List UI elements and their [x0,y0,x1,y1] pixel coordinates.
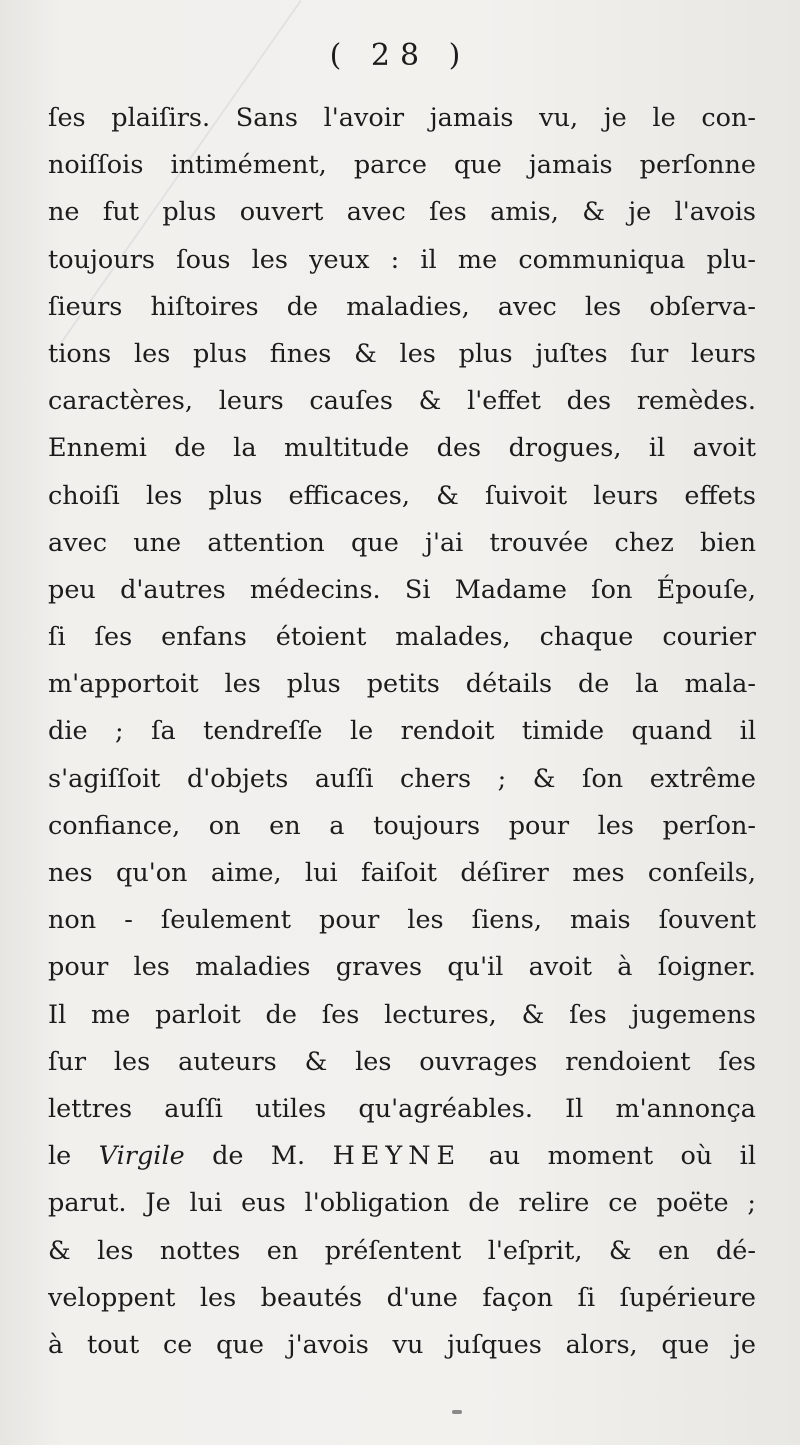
text-line: ne fut plus ouvert avec ſes amis, & je l'avois [48,197,756,228]
virgile-prefix: le [48,1141,72,1172]
text-line: toujours ſous les yeux : il me communiqua plu- [48,244,756,275]
text-line: Ennemi de la multitude des drogues, il avoit [48,433,756,464]
text-line: ſieurs hiſtoires de maladies, avec les obſerva- [48,291,756,322]
text-line: avec une attention que j'ai trouvée chez bien [48,527,756,558]
text-line: non - ſeulement pour les ſiens, mais ſouvent [48,905,756,936]
body-text [48,95,756,1369]
text-line-virgile [48,1133,756,1180]
text-line: caractères, leurs cauſes & l'effet des remèdes. [48,386,756,417]
text-line: nes qu'on aime, lui faiſoit déſirer mes conſeils, [48,858,756,888]
text-line: veloppent les beautés d'une façon ſi ſupérieure [48,1282,756,1313]
author-name-heyne: HEYNE [332,1141,462,1172]
text-line: confiance, on en a toujours pour les perſon- [48,810,756,841]
printer-mark [452,1410,462,1414]
text-line: tions les plus fines & les plus juſtes ſur leurs [48,338,756,369]
virgile-title: Virgile [98,1141,185,1172]
text-line: & les nottes en préſentent l'eſprit, & en dé- [48,1235,756,1266]
text-line: lettres auſſi utiles qu'agréables. Il m'annonça [48,1093,756,1124]
page-number: ( 28 ) [329,38,471,73]
text-line: ſi ſes enfans étoient malades, chaque courier [48,622,756,653]
text-line: noiſſois intimément, parce que jamais perſonne [48,150,756,181]
text-line: choiſi les plus efficaces, & ſuivoit leurs effets [48,480,756,511]
virgile-suffix: au moment où il [488,1141,756,1172]
text-line: ſes plaiſirs. Sans l'avoir jamais vu, je le con- [48,103,756,133]
text-line: pour les maladies graves qu'il avoit à ſoigner. [48,952,756,983]
text-line: Il me parloit de ſes lectures, & ſes jugemens [48,999,756,1030]
text-line: s'agiſſoit d'objets auſſi chers ; & ſon extrême [48,763,756,794]
text-line: die ; ſa tendreſſe le rendoit timide quand il [48,716,756,747]
virgile-middle: de M. [212,1141,306,1172]
text-line: parut. Je lui eus l'obligation de relire ce poëte ; [48,1188,756,1219]
text-line: ſur les auteurs & les ouvrages rendoient ſes [48,1046,756,1077]
text-line: m'apportoit les plus petits détails de la mala- [48,669,756,700]
text-line: peu d'autres médecins. Si Madame ſon Épouſe, [48,574,756,605]
text-line: à tout ce que j'avois vu juſques alors, que je [48,1329,756,1360]
